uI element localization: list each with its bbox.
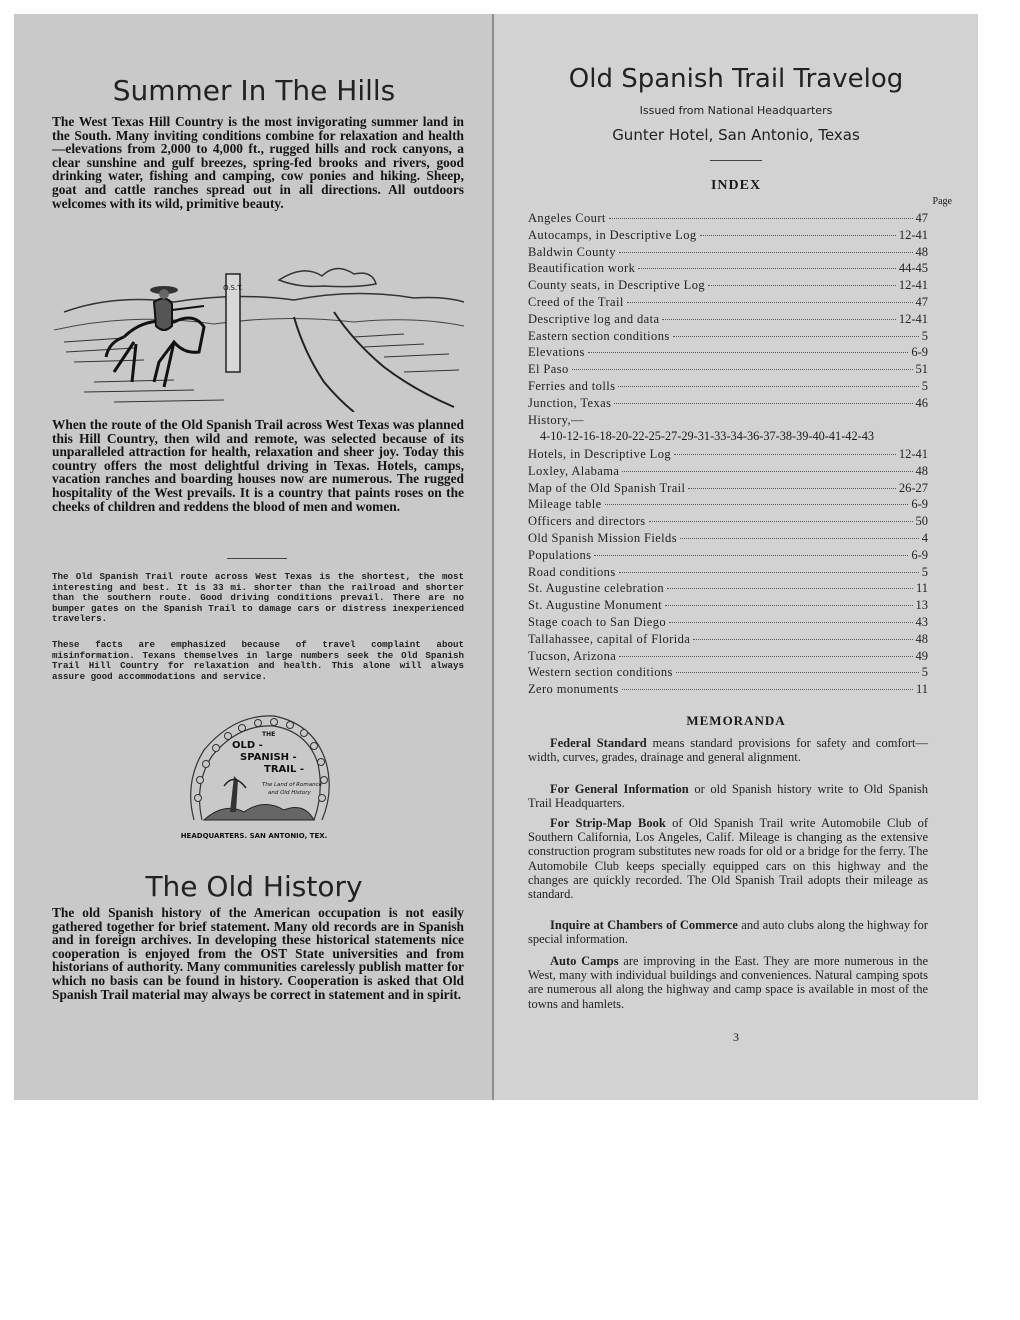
leader-dots: [588, 352, 909, 353]
index-entry-label: Tallahassee, capital of Florida: [528, 631, 691, 646]
index-entry[interactable]: [528, 614, 928, 630]
memo-paragraph: [528, 736, 928, 764]
emblem-tagline-2: and Old History: [268, 790, 311, 796]
memo-paragraph: [528, 918, 928, 946]
leader-dots: [572, 369, 913, 370]
leader-dots: [674, 454, 896, 455]
travelog-title: Old Spanish Trail Travelog: [568, 64, 904, 94]
index-entry-page: 47: [915, 211, 928, 225]
page-column-label: Page: [932, 196, 952, 207]
memo-text: or old Spanish history write to Old Spanish Trail Headquarters.: [528, 782, 928, 811]
index-entry[interactable]: [528, 311, 928, 327]
index-entry-label: Map of the Old Spanish Trail: [528, 480, 686, 495]
leader-dots: [676, 672, 919, 673]
index-entry-page: 5: [921, 665, 928, 680]
index-entry[interactable]: [528, 344, 928, 360]
memo-paragraph: [528, 954, 928, 1011]
index-heading: INDEX: [710, 178, 762, 193]
emblem-headquarters: HEADQUARTERS. SAN ANTONIO, TEX.: [180, 832, 328, 840]
memo-lead: For Strip-Map Book: [550, 816, 666, 830]
index-entry-label: Descriptive log and data: [528, 311, 660, 326]
history-pages: 4-10-12-16-18-20-22-25-27-29-31-33-34-36-37-38-39-40-41-42-43: [540, 429, 874, 443]
index-entry[interactable]: [528, 648, 928, 664]
leader-dots: [622, 471, 912, 472]
index-entry[interactable]: [528, 597, 928, 613]
index-entry-page: 6-9: [911, 345, 928, 360]
leader-dots: [614, 403, 912, 404]
index-entry-label: Old Spanish Mission Fields: [528, 531, 677, 545]
index-entry-page: 12-41: [898, 227, 928, 242]
index-entry[interactable]: [528, 513, 928, 529]
index-entry-page: 12-41: [898, 278, 928, 293]
index-entry-label: Junction, Texas: [528, 395, 612, 410]
memo-text: means standard provisions for safety and comfort—width, curves, grades, drainage and general alignment.: [528, 736, 929, 765]
leader-dots: [700, 235, 896, 236]
emblem-spanish: SPANISH -: [240, 752, 297, 763]
misinformation-paragraph: These facts are emphasized because of travel complaint about misinformation. Texans themselves in large numbers seek the Old Spanish Trail Hill Country for relaxation and health. This alone will always assure good accommodations and service.: [52, 639, 464, 682]
summer-title: Summer In The Hills: [112, 74, 396, 107]
page-number: 3: [733, 1030, 739, 1044]
right-page: [494, 14, 978, 1100]
leader-dots: [673, 336, 919, 337]
leader-dots: [638, 268, 896, 269]
index-entry[interactable]: [528, 260, 928, 276]
memo-lead: Federal Standard: [550, 736, 647, 750]
old-history-title: The Old History: [145, 870, 363, 903]
old-history-paragraph: The old Spanish history of the American occupation is not easily gathered together for brief statement. Many old records are in Spanish and in foreign archives. In developing these historical statements nice cooperation is enjoyed from the OST State universities and from historians of authority. Many communities carelessly publish matter for which no basis can be found in history. Cooperation is asked that Old Spanish Trail material may always be correct in statement and in spirit.: [52, 905, 464, 1002]
index-entry-page: 51: [915, 362, 928, 377]
index-entry-label: Officers and directors: [528, 514, 646, 529]
index-entry-label: Autocamps, in Descriptive Log: [528, 227, 697, 242]
index-entry[interactable]: [528, 244, 928, 260]
issued-line: Issued from National Headquarters: [639, 104, 833, 117]
index-entry[interactable]: [528, 547, 928, 563]
hotel-line: Gunter Hotel, San Antonio, Texas: [612, 126, 860, 144]
index-entry[interactable]: [528, 378, 928, 394]
index-entry-label: Beautification work: [528, 261, 636, 276]
emblem-trail: TRAIL -: [264, 764, 304, 775]
divider: [710, 160, 762, 161]
index-entry[interactable]: [528, 564, 928, 580]
index-entry[interactable]: [528, 328, 928, 344]
emblem-tagline-1: The Land of Romance: [262, 782, 322, 788]
index-entry[interactable]: [528, 227, 928, 243]
index-entry-label: Zero monuments: [528, 682, 619, 697]
leader-dots: [667, 588, 913, 589]
summer-paragraph: The West Texas Hill Country is the most invigorating summer land in the South. Many inviting conditions combine for relaxation and health—elevations from 2,000 to 4,000 ft., rugged hills and rock canyons, a clear sunshine and gulf breezes, spring-fed brooks and rivers, good drinking water, fishing and camping, cow ponies and hiking. Sheep, goat and cattle ranches spread out in all directions. All outdoors welcomes with its wild, primitive beauty.: [52, 114, 464, 211]
memo-paragraph: [528, 782, 928, 810]
index-entry-label: St. Augustine celebration: [528, 581, 665, 596]
index-entry[interactable]: [528, 664, 928, 680]
leader-dots: [708, 285, 896, 286]
index-entry-label: Tucson, Arizona: [528, 648, 617, 663]
index-entry-label: Populations: [528, 547, 592, 562]
route-paragraph: When the route of the Old Spanish Trail across West Texas was planned this Hill Country, then wild and remote, was selected because of its unparalleled attraction for health, relaxation and sheer joy. Today this country offers the most delightful driving in Texas. Hotels, camps, vacation ranches and boarding houses now are numerous. The rugged hospitality of the West prevails. It is a country that paints roses on the cheeks of children and reddens the blood of men and women.: [52, 417, 464, 514]
index-entry[interactable]: [528, 361, 928, 377]
index-entry-page: 43: [915, 615, 928, 629]
index-entry-label: Road conditions: [528, 564, 616, 579]
memo-lead: For General Information: [550, 782, 689, 796]
leader-dots: [594, 555, 908, 556]
index-entry[interactable]: [528, 446, 928, 462]
memo-text: of Old Spanish Trail write Automobile Club of Southern California, Los Angeles, Calif. Mileage is changing as the extensive construction program substitutes new roads for old or a bridge for the ferry. The Automobile Club keeps specially equipped cars on this highway and the changes are quickly recorded. The Old Spanish Trail adopts their mileage as standard.: [528, 816, 929, 902]
leader-dots: [622, 689, 913, 690]
leader-dots: [680, 538, 919, 539]
index-entry[interactable]: [528, 210, 928, 226]
memo-text: and auto clubs along the highway for special information.: [528, 918, 928, 947]
index-entry-label: Mileage table: [528, 497, 602, 512]
index-entry[interactable]: [528, 395, 928, 411]
index-entry-page: 12-41: [898, 447, 928, 461]
index-entry-page: 48: [915, 463, 928, 478]
index-entry-page: 11: [915, 682, 928, 697]
index-entry[interactable]: [528, 631, 928, 647]
index-entry-label: Loxley, Alabama: [528, 463, 620, 478]
emblem-old: OLD -: [232, 740, 263, 751]
leader-dots: [688, 488, 895, 489]
index-entry-label: Western section conditions: [528, 665, 673, 680]
index-entry-page: 6-9: [911, 547, 928, 562]
index-entry-page: 48: [915, 631, 928, 646]
index-entry[interactable]: [528, 480, 928, 496]
index-entry-page: 5: [921, 564, 928, 579]
index-entry-page: 46: [915, 395, 928, 410]
memoranda-heading: MEMORANDA: [686, 713, 786, 728]
index-entry-label: El Paso: [528, 362, 569, 377]
leader-dots: [665, 605, 912, 606]
index-entry-label: County seats, in Descriptive Log: [528, 278, 706, 293]
index-entry-page: 5: [921, 328, 928, 343]
divider: [227, 558, 287, 559]
index-entry-page: 5: [921, 379, 928, 393]
post-sign-label: O.S.T.: [223, 284, 243, 292]
index-entry-label: Angeles Court: [528, 211, 606, 225]
leader-dots: [669, 622, 912, 623]
leader-dots: [619, 252, 913, 253]
memo-paragraph: [528, 816, 928, 901]
index-entry-page: 50: [915, 514, 928, 529]
index-entry-page: 44-45: [898, 261, 928, 276]
leader-dots: [618, 386, 918, 387]
index-entry[interactable]: [528, 496, 928, 512]
index-entry-page: 26-27: [898, 480, 928, 495]
index-entry[interactable]: [528, 294, 928, 310]
index-entry-page: 11: [915, 581, 928, 596]
leader-dots: [605, 504, 909, 505]
index-entry[interactable]: [528, 277, 928, 293]
index-entry[interactable]: [528, 681, 928, 697]
index-entry-page: 49: [915, 648, 928, 663]
index-entry-label: Creed of the Trail: [528, 295, 624, 309]
index-entry[interactable]: [528, 463, 928, 479]
index-entry-label: Stage coach to San Diego: [528, 615, 667, 629]
index-entry-label: St. Augustine Monument: [528, 598, 663, 613]
index-entry[interactable]: [528, 580, 928, 596]
index-entry-label: Elevations: [528, 345, 585, 360]
index-history-label: History,—: [528, 413, 584, 427]
emblem-the: THE: [262, 731, 276, 738]
leader-dots: [619, 572, 919, 573]
leader-dots: [693, 639, 912, 640]
leader-dots: [609, 218, 913, 219]
cowboy-illustration: [54, 242, 464, 412]
index-entry-label: Eastern section conditions: [528, 328, 670, 343]
leader-dots: [649, 521, 913, 522]
index-entry-page: 47: [915, 295, 928, 309]
memo-lead: Auto Camps: [550, 954, 619, 968]
leader-dots: [627, 302, 913, 303]
index-entry-label: Hotels, in Descriptive Log: [528, 447, 672, 461]
index-entry-page: 4: [921, 531, 928, 545]
index-entry-label: Baldwin County: [528, 244, 616, 259]
index-entry-page: 6-9: [911, 497, 928, 512]
memo-lead: Inquire at Chambers of Commerce: [550, 918, 738, 932]
route-facts-paragraph: The Old Spanish Trail route across West Texas is the shortest, the most interesting and best. It is 33 mi. shorter than the railroad and shorter than the southern route. Good driving conditions prevail. There are no bumper gates on the Spanish Trail to damage cars or distress inexperienced travelers.: [52, 571, 464, 625]
memo-text: are improving in the East. They are more numerous in the West, many with individual buildings and conveniences. Natural camping spots are numerous all along the highway and camp space is available in most of the towns and hamlets.: [528, 954, 928, 1011]
index-history-row[interactable]: [528, 412, 928, 428]
index-entry-page: 12-41: [898, 311, 928, 326]
index-entry-page: 48: [915, 244, 928, 259]
index-entry-page: 13: [915, 598, 928, 613]
left-page: [14, 14, 494, 1100]
old-spanish-trail-emblem: [164, 702, 344, 842]
index-entry-label: Ferries and tolls: [528, 379, 616, 393]
index-entry[interactable]: [528, 530, 928, 546]
leader-dots: [662, 319, 895, 320]
leader-dots: [619, 656, 912, 657]
